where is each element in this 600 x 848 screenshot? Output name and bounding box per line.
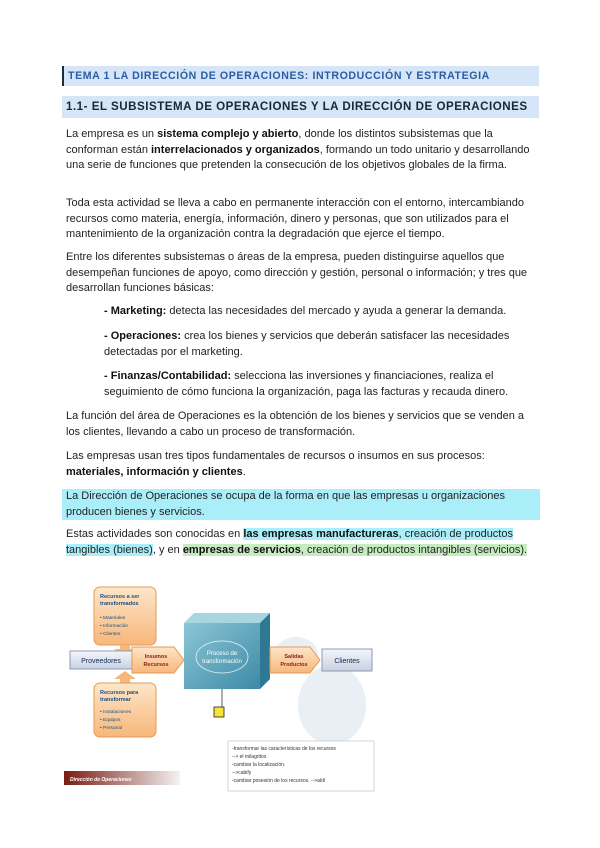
note-connector [222,689,224,709]
p7-text-a: Estas actividades son conocidas en [66,528,244,540]
customers-box [322,649,372,671]
note-line: -cambiar la localización. [232,762,286,768]
outputs-label-1: Salidas [284,654,304,660]
transforming-resources-box [94,683,156,737]
outputs-label-2: Productos [280,662,308,668]
paragraph-direccion-highlight: La Dirección de Operaciones se ocupa de la forma en que las empresas u organizaciones producen bienes y servicios. [62,489,540,520]
function-label: - Finanzas/Contabilidad: [104,370,232,382]
p1-text-a: La empresa es un [66,128,158,140]
suppliers-label: Proveedores [81,658,121,665]
inputs-arrow [132,647,184,673]
note-line: -transformar las características de los recursos [232,746,336,752]
section-heading: 1.1- EL SUBSISTEMA DE OPERACIONES Y LA DIRECCIÓN DE OPERACIONES [62,96,539,118]
p7-text-d: , y en [152,543,183,556]
p1-text-d: , formando un todo unitario y desarrollando una serie de funciones que pretenden la consecución de los objetivos globales de la firma. [66,143,530,172]
function-operaciones [104,329,540,360]
inputs-label-2: Recursos [143,662,169,668]
transforming-title-1: Recursos para [100,690,139,696]
paragraph-subsistemas: Entre los diferentes subsistemas o áreas de la empresa, pueden distinguirse aquellos que desempeñan funciones de apoyo, como dirección y gestión, personal o información; y tres que desarrollan funciones básicas: [66,251,528,295]
note-line: --> el milagritos [232,754,267,760]
transforming-title-2: transformar [100,697,131,703]
chapter-heading: TEMA 1 LA DIRECCIÓN DE OPERACIONES: INTRODUCCIÓN Y ESTRATEGIA [62,66,539,86]
function-text: crea los bienes y servicios que deberán satisfacer las necesidades detectadas por el marketing. [104,330,510,358]
p7-bold-servicios: empresas de servicios [182,543,301,556]
transforming-item: • Personal [100,726,122,731]
process-label-1: Proceso de [206,651,238,657]
function-marketing [104,304,540,320]
footer-label: Dirección de Operaciones [70,777,132,783]
p1-bold-sistema: sistema complejo y abierto [157,128,299,140]
diagram-svg [64,585,376,793]
suppliers-box [70,651,132,669]
paragraph-recursos [66,449,540,480]
transforming-item: • Equipos [100,718,121,723]
p1-text-c: , donde los distintos subsistemas que la conforman están [66,128,493,156]
resource-item: • Clientes [100,632,121,637]
note-marker [214,707,224,717]
slide-footer [64,771,180,785]
function-finanzas [104,369,540,400]
transformation-process-cube [184,613,270,689]
note-line: -cambiar posesión de los recursos. -->aldi [232,778,325,784]
p7-bold-manufactureras: las empresas manufactureras [243,528,399,540]
resources-title-2: transformados [100,601,139,607]
p7-text-e: , creación de productos intangibles (servicios). [300,543,528,556]
resource-item: • Información [100,624,129,629]
paragraph-funcion-operaciones: La función del área de Operaciones es la obtención de los bienes y servicios que se venden a los clientes, llevando a cabo un proceso de transformación. [66,410,525,438]
paragraph-actividades [66,527,540,558]
outputs-arrow [270,647,320,673]
function-text: detecta las necesidades del mercado y ayuda a generar la demanda. [166,305,507,317]
handwritten-note [228,741,374,791]
p1-bold-interrelacionados: interrelacionados y organizados [151,143,320,156]
transforming-item: • Instalaciones [100,710,132,715]
note-line: -->cabify [232,770,252,776]
p7-text-c: , creación de productos tangibles (bienes) [66,528,513,556]
resource-item: • Materiales [100,616,126,621]
resources-to-transform-box [94,587,156,645]
transformation-process-diagram [64,585,376,793]
inputs-label-1: Insumos [144,654,168,660]
paragraph-sistema [66,127,540,174]
customers-label: Clientes [334,658,360,665]
paragraph-entorno: Toda esta actividad se lleva a cabo en permanente interacción con el entorno, intercambiando recursos como materia, energía, información, dinero y personas, que son utilizados para el mantenimiento de la organización contra la degradación que ejerce el tiempo. [66,197,525,241]
process-label-2: transformación [202,659,242,665]
function-label: - Operaciones: [104,330,182,342]
p5-text-a: Las empresas usan tres tipos fundamentales de recursos o insumos en sus procesos: [66,450,485,462]
function-label: - Marketing: [104,305,167,317]
p5-bold-recursos: materiales, información y clientes [66,465,243,478]
function-text: selecciona las inversiones y financiaciones, realiza el seguimiento de cómo funciona la organización, paga las facturas y recauda dinero. [104,370,509,398]
p5-text-c: . [242,465,246,478]
resources-title-1: Recursos a ser [100,594,140,600]
